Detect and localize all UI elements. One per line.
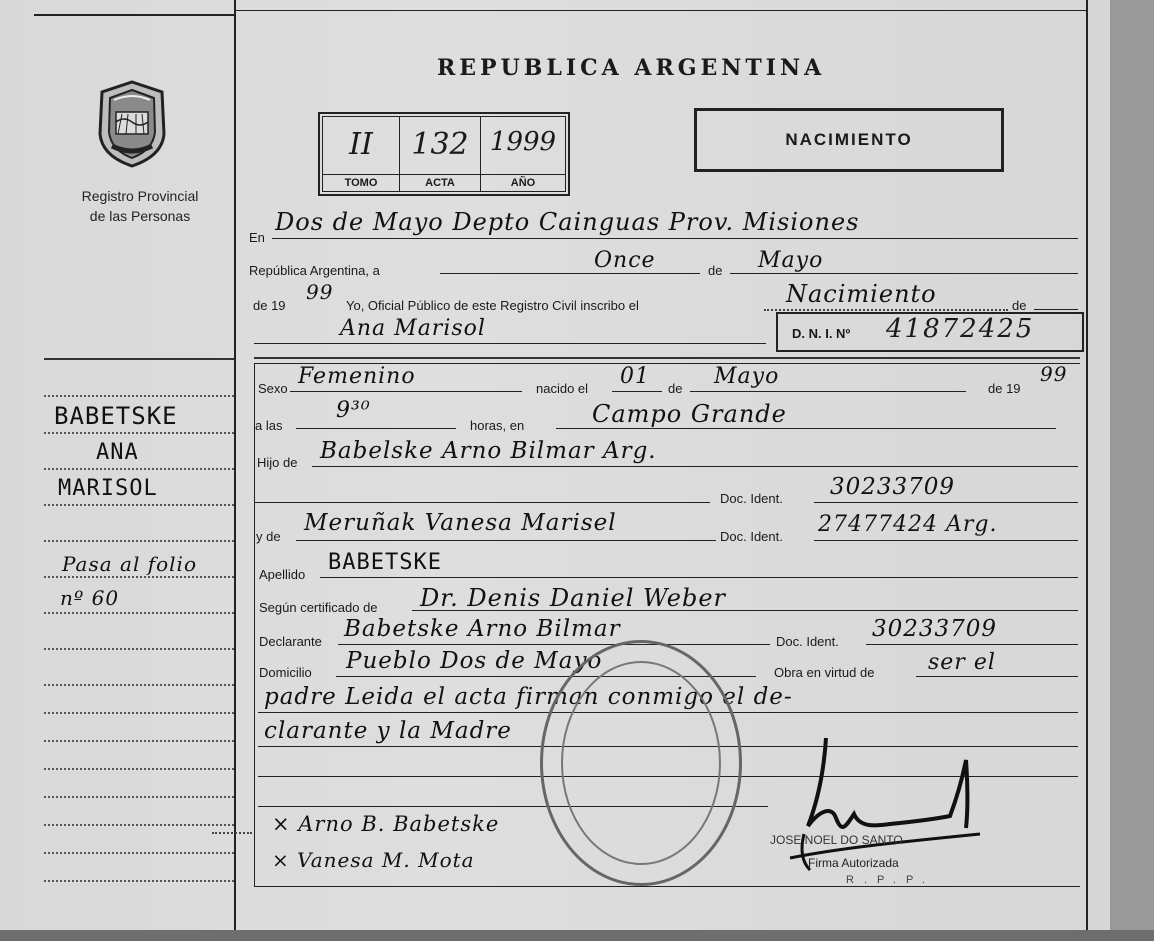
margin-line bbox=[44, 612, 234, 614]
obra-label: Obra en virtud de bbox=[774, 665, 875, 680]
nac-dia-value: 01 bbox=[620, 364, 650, 389]
texto-linea-2: clarante y la Madre bbox=[264, 718, 512, 744]
margin-note-name2: MARISOL bbox=[58, 476, 158, 501]
tomo-value: II bbox=[349, 127, 373, 162]
official-role: Firma Autorizada bbox=[808, 856, 899, 870]
fecha-line bbox=[440, 273, 700, 274]
madre-doc-line bbox=[814, 540, 1078, 541]
right-border bbox=[1086, 0, 1088, 930]
scan-edge bbox=[1110, 0, 1154, 941]
margin-line bbox=[44, 432, 234, 434]
nac-dia-line bbox=[612, 391, 662, 392]
padre-doc-line bbox=[814, 502, 1078, 503]
scan-bottom-edge bbox=[0, 930, 1154, 941]
inner-box-bottom bbox=[254, 886, 1080, 887]
nac-mes-value: Mayo bbox=[714, 364, 780, 389]
oficial-label: Yo, Oficial Público de este Registro Civil inscribo el bbox=[346, 298, 639, 313]
acta-cell bbox=[400, 117, 481, 191]
declarante-doc-line bbox=[866, 644, 1078, 645]
margin-line bbox=[44, 880, 234, 882]
margin-line bbox=[44, 504, 234, 506]
registry-number-box bbox=[318, 112, 570, 196]
declarante-value: Babetske Arno Bilmar bbox=[344, 616, 621, 642]
dia-value: Once bbox=[594, 248, 656, 273]
dni-box bbox=[776, 312, 1084, 352]
sexo-line bbox=[290, 391, 522, 392]
margin-line bbox=[44, 684, 234, 686]
nombre-value: Ana Marisol bbox=[340, 316, 486, 341]
obra-line bbox=[916, 676, 1078, 677]
provincial-seal-icon bbox=[92, 78, 172, 168]
nacido-label: nacido el bbox=[536, 381, 589, 396]
lugar-line bbox=[556, 428, 1056, 429]
hora-value: 9³⁰ bbox=[336, 398, 371, 423]
document-type-box: NACIMIENTO bbox=[694, 108, 1004, 172]
dni-value: 41872425 bbox=[886, 314, 1035, 344]
sexo-label: Sexo bbox=[258, 381, 288, 396]
nombre-line bbox=[254, 343, 766, 344]
registry-label-line1: Registro Provincial bbox=[81, 188, 199, 204]
declarante-line bbox=[338, 644, 770, 645]
page-title: REPUBLICA ARGENTINA bbox=[437, 55, 826, 81]
margin-note-folio-number: nº 60 bbox=[60, 586, 120, 610]
apellido-value: BABETSKE bbox=[328, 550, 442, 575]
en-value: Dos de Mayo Depto Cainguas Prov. Misiones bbox=[275, 208, 860, 236]
apellido-label: Apellido bbox=[259, 567, 306, 582]
left-section-rule bbox=[44, 358, 234, 360]
hijo-label: Hijo de bbox=[257, 455, 298, 470]
margin-line bbox=[44, 540, 234, 542]
de-line bbox=[1034, 309, 1078, 310]
tomo-cell bbox=[323, 117, 400, 191]
obra-value: ser el bbox=[928, 650, 996, 675]
firma-padre: × Arno B. Babetske bbox=[272, 812, 500, 836]
de-label-3: de bbox=[668, 381, 683, 396]
registry-label-line2: de las Personas bbox=[89, 208, 191, 224]
certificado-line bbox=[412, 610, 1078, 611]
de19-label-2: de 19 bbox=[988, 381, 1021, 396]
margin-line bbox=[44, 824, 234, 826]
padre-value: Babelske Arno Bilmar Arg. bbox=[320, 438, 657, 464]
doc-ident-label: Doc. Ident. bbox=[720, 491, 783, 506]
margin-line bbox=[44, 712, 234, 714]
margin-line bbox=[44, 768, 234, 770]
nac-anio-value: 99 bbox=[1040, 362, 1068, 386]
madre-doc-value: 27477424 Arg. bbox=[818, 512, 998, 537]
declarante-doc-value: 30233709 bbox=[872, 616, 998, 642]
acta-value: 132 bbox=[411, 127, 469, 162]
tomo-label: TOMO bbox=[323, 174, 399, 189]
margin-line bbox=[44, 796, 234, 798]
padre-doc-value: 30233709 bbox=[830, 474, 956, 500]
doc-ident-label-2: Doc. Ident. bbox=[720, 529, 783, 544]
top-border bbox=[234, 10, 1086, 11]
declarante-label: Declarante bbox=[259, 634, 322, 649]
domicilio-label: Domicilio bbox=[259, 665, 312, 680]
anio-cell bbox=[481, 117, 565, 191]
dni-label: D. N. I. Nº bbox=[792, 326, 851, 341]
hora-line bbox=[296, 428, 456, 429]
horas-label: horas, en bbox=[470, 418, 525, 433]
lugar-value: Campo Grande bbox=[592, 400, 787, 428]
de-label: de bbox=[708, 263, 723, 278]
padre-extra-line bbox=[254, 502, 710, 503]
padre-line bbox=[312, 466, 1078, 467]
firma-madre: × Vanesa M. Mota bbox=[272, 848, 475, 872]
margin-note-name: ANA bbox=[96, 440, 139, 465]
mes-line bbox=[730, 273, 1078, 274]
official-sigla: R.P.P. bbox=[846, 874, 935, 886]
acto-line bbox=[764, 309, 1008, 311]
acta-label: ACTA bbox=[400, 174, 480, 189]
anio-label: AÑO bbox=[481, 174, 565, 189]
mes-value: Mayo bbox=[758, 248, 824, 273]
anio-written: 99 bbox=[306, 280, 334, 304]
margin-line bbox=[44, 576, 234, 578]
margin-line bbox=[44, 740, 234, 742]
left-top-rule bbox=[34, 14, 234, 16]
alas-label: a las bbox=[255, 418, 283, 433]
margin-line bbox=[44, 395, 234, 397]
domicilio-value: Pueblo Dos de Mayo bbox=[346, 648, 603, 674]
margin-line bbox=[44, 468, 234, 470]
nac-mes-line bbox=[690, 391, 966, 392]
en-line bbox=[272, 238, 1078, 239]
madre-line bbox=[296, 540, 716, 541]
official-stamp bbox=[540, 640, 742, 886]
margin-note-surname: BABETSKE bbox=[54, 402, 178, 430]
texto-linea-1: padre Leida el acta firman conmigo el de- bbox=[264, 684, 793, 710]
de19-label: de 19 bbox=[253, 298, 286, 313]
madre-value: Meruñak Vanesa Marisel bbox=[304, 510, 617, 536]
certificado-value: Dr. Denis Daniel Weber bbox=[420, 584, 727, 612]
official-name: JOSE NOEL DO SANTO bbox=[770, 833, 903, 847]
doc-ident-label-3: Doc. Ident. bbox=[776, 634, 839, 649]
registry-label bbox=[40, 186, 240, 226]
firma-padre-line bbox=[212, 832, 252, 834]
certificado-label: Según certificado de bbox=[259, 600, 378, 615]
apellido-line bbox=[320, 577, 1078, 578]
main-section-rule bbox=[254, 357, 1080, 359]
inner-box-left bbox=[254, 363, 255, 886]
margin-line bbox=[44, 648, 234, 650]
acto-value: Nacimiento bbox=[786, 280, 937, 308]
margin-note-folio: Pasa al folio bbox=[62, 552, 197, 576]
margin-line bbox=[44, 852, 234, 854]
sexo-value: Femenino bbox=[298, 364, 416, 389]
left-column-border bbox=[234, 0, 236, 930]
de-label-2: de bbox=[1012, 298, 1027, 313]
en-label: En bbox=[249, 230, 265, 245]
anio-value: 1999 bbox=[489, 127, 557, 157]
republica-label: República Argentina, a bbox=[249, 263, 380, 278]
yde-label: y de bbox=[256, 529, 281, 544]
